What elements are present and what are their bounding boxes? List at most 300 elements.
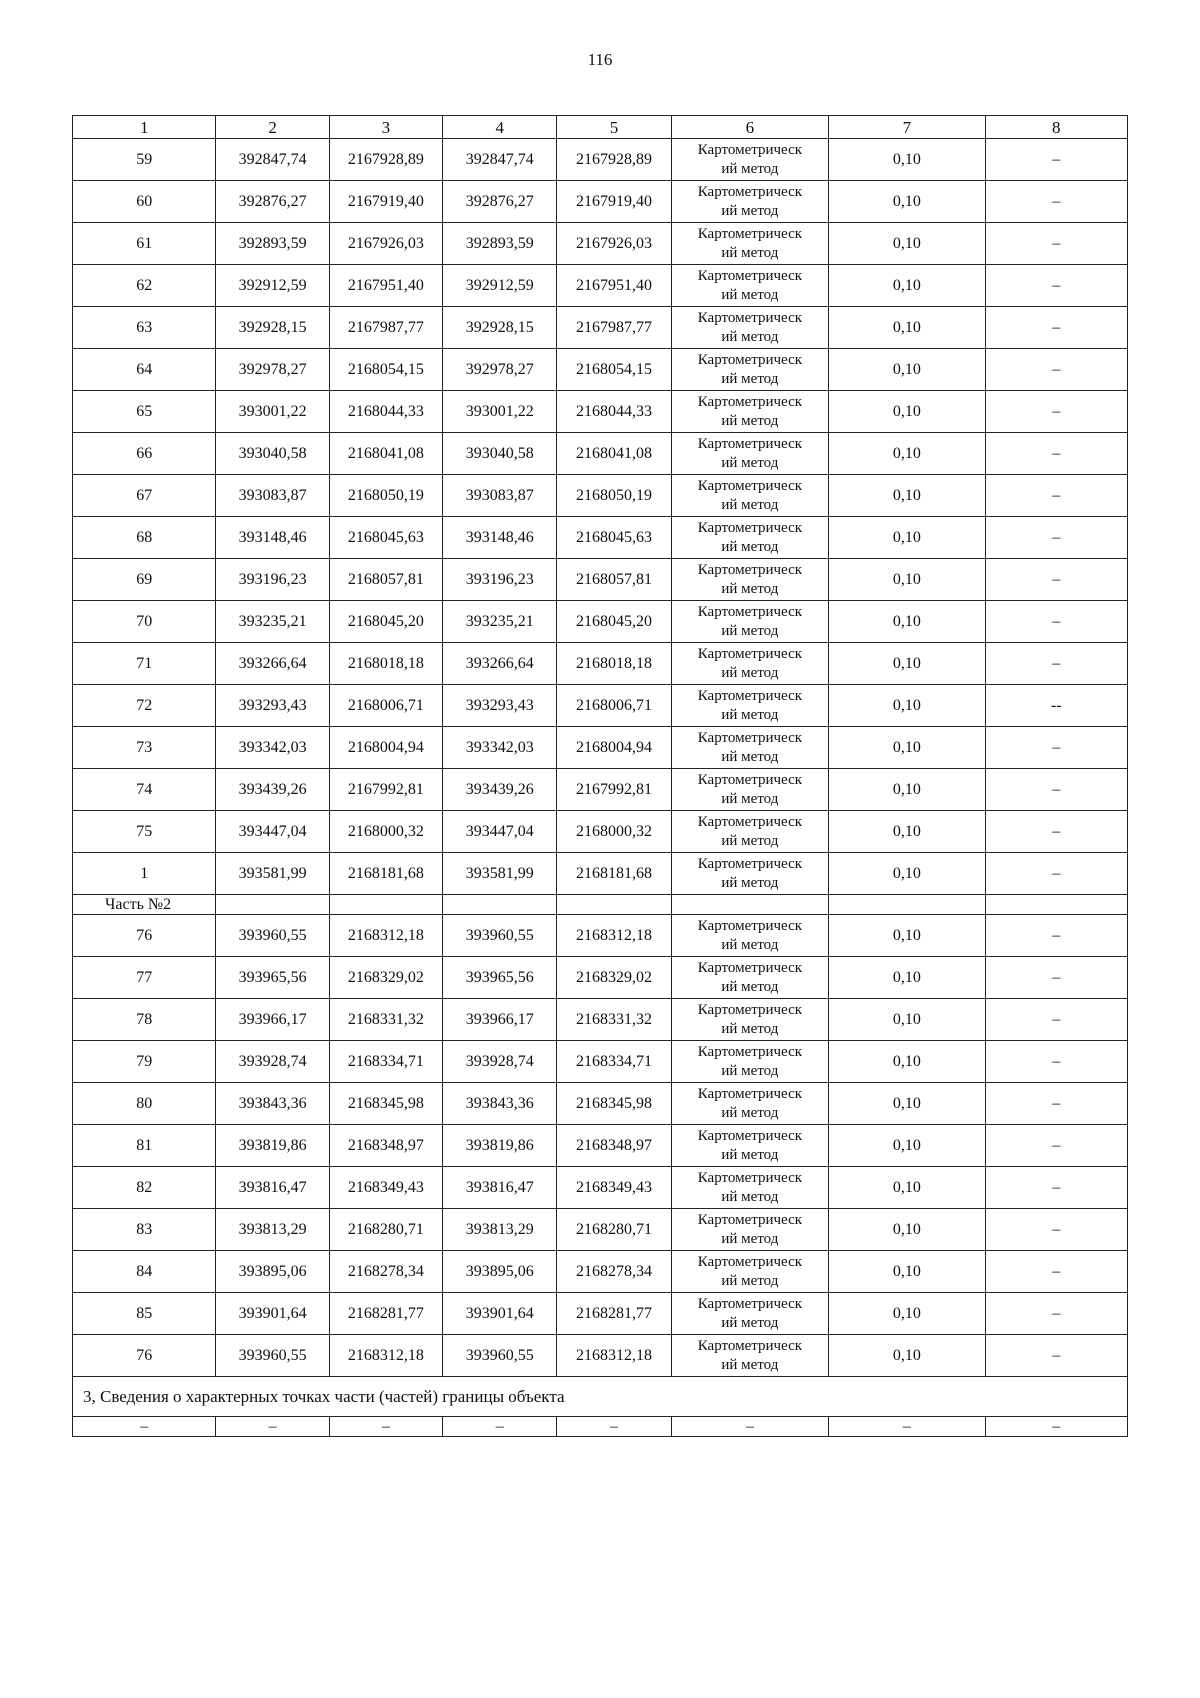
x-coordinate: 393960,55 [216, 915, 329, 957]
x-coordinate: 393439,26 [216, 769, 329, 811]
accuracy-value: 0,10 [829, 181, 985, 223]
method-text: ий метод [721, 160, 779, 177]
method-cell [671, 391, 828, 433]
y-coordinate: 2168349,43 [329, 1167, 442, 1209]
x-coordinate: 393843,36 [443, 1083, 557, 1125]
method-text: Картометрическ [697, 393, 803, 410]
note-value: – [985, 1335, 1127, 1377]
dash-cell: – [216, 1417, 329, 1437]
accuracy-value: 0,10 [829, 685, 985, 727]
method-text: Картометрическ [697, 729, 803, 746]
table-row [73, 811, 1128, 853]
accuracy-value: 0,10 [829, 915, 985, 957]
y-coordinate: 2168280,71 [329, 1209, 442, 1251]
x-coordinate: 393235,21 [443, 601, 557, 643]
note-value: – [985, 1083, 1127, 1125]
y-coordinate: 2167926,03 [329, 223, 442, 265]
x-coordinate: 393965,56 [216, 957, 329, 999]
empty-cell [443, 895, 557, 915]
x-coordinate: 392928,15 [443, 307, 557, 349]
x-coordinate: 393895,06 [216, 1251, 329, 1293]
table-row [73, 391, 1128, 433]
x-coordinate: 393960,55 [443, 1335, 557, 1377]
y-coordinate: 2167987,77 [329, 307, 442, 349]
method-cell [671, 1041, 828, 1083]
dash-cell: – [671, 1417, 828, 1437]
point-number: 69 [73, 559, 216, 601]
accuracy-value: 0,10 [829, 1251, 985, 1293]
note-value: – [985, 1209, 1127, 1251]
x-coordinate: 393148,46 [443, 517, 557, 559]
x-coordinate: 393447,04 [216, 811, 329, 853]
y-coordinate: 2168280,71 [557, 1209, 671, 1251]
y-coordinate: 2168345,98 [329, 1083, 442, 1125]
point-number: 85 [73, 1293, 216, 1335]
y-coordinate: 2168000,32 [329, 811, 442, 853]
x-coordinate: 392978,27 [443, 349, 557, 391]
table-row [73, 1125, 1128, 1167]
y-coordinate: 2168044,33 [557, 391, 671, 433]
accuracy-value: 0,10 [829, 1125, 985, 1167]
note-value: – [985, 1293, 1127, 1335]
table-row [73, 1083, 1128, 1125]
x-coordinate: 393960,55 [216, 1335, 329, 1377]
point-number: 66 [73, 433, 216, 475]
accuracy-value: 0,10 [829, 1335, 985, 1377]
accuracy-value: 0,10 [829, 433, 985, 475]
table-row [73, 643, 1128, 685]
method-cell [671, 1209, 828, 1251]
table-row [73, 685, 1128, 727]
empty-cell [216, 895, 329, 915]
method-cell [671, 915, 828, 957]
method-text: ий метод [721, 1314, 779, 1331]
note-value: – [985, 433, 1127, 475]
table-row [73, 957, 1128, 999]
note-value: – [985, 957, 1127, 999]
y-coordinate: 2168004,94 [329, 727, 442, 769]
x-coordinate: 392876,27 [216, 181, 329, 223]
x-coordinate: 393928,74 [216, 1041, 329, 1083]
accuracy-value: 0,10 [829, 391, 985, 433]
x-coordinate: 393266,64 [443, 643, 557, 685]
x-coordinate: 393342,03 [216, 727, 329, 769]
note-value: – [985, 517, 1127, 559]
method-text: ий метод [721, 622, 779, 639]
accuracy-value: 0,10 [829, 1083, 985, 1125]
point-number: 82 [73, 1167, 216, 1209]
point-number: 77 [73, 957, 216, 999]
y-coordinate: 2168050,19 [557, 475, 671, 517]
method-text: ий метод [721, 328, 779, 345]
y-coordinate: 2168018,18 [329, 643, 442, 685]
note-value: – [985, 1251, 1127, 1293]
method-text: Картометрическ [697, 959, 803, 976]
y-coordinate: 2168329,02 [329, 957, 442, 999]
part-2-row [73, 895, 1128, 915]
method-text: Картометрическ [697, 183, 803, 200]
point-number: 60 [73, 181, 216, 223]
empty-cell [329, 895, 442, 915]
method-text: Картометрическ [697, 603, 803, 620]
accuracy-value: 0,10 [829, 853, 985, 895]
table-row [73, 1209, 1128, 1251]
note-value: – [985, 811, 1127, 853]
method-cell [671, 517, 828, 559]
section-3-row [73, 1377, 1128, 1417]
method-text: Картометрическ [697, 141, 803, 158]
column-number-row [73, 116, 1128, 139]
x-coordinate: 393819,86 [443, 1125, 557, 1167]
accuracy-value: 0,10 [829, 957, 985, 999]
x-coordinate: 392978,27 [216, 349, 329, 391]
point-number: 78 [73, 999, 216, 1041]
method-cell [671, 139, 828, 181]
x-coordinate: 393001,22 [216, 391, 329, 433]
point-number: 1 [73, 853, 216, 895]
y-coordinate: 2168348,97 [329, 1125, 442, 1167]
y-coordinate: 2168006,71 [329, 685, 442, 727]
column-header: 4 [443, 116, 557, 139]
method-text: Картометрическ [697, 1127, 803, 1144]
method-cell [671, 601, 828, 643]
method-cell [671, 1251, 828, 1293]
y-coordinate: 2168181,68 [329, 853, 442, 895]
y-coordinate: 2168045,63 [557, 517, 671, 559]
method-text: ий метод [721, 1272, 779, 1289]
method-text: Картометрическ [697, 1001, 803, 1018]
x-coordinate: 393083,87 [443, 475, 557, 517]
method-text: Картометрическ [697, 1085, 803, 1102]
y-coordinate: 2167919,40 [329, 181, 442, 223]
note-value: – [985, 1167, 1127, 1209]
x-coordinate: 392847,74 [443, 139, 557, 181]
note-value: – [985, 727, 1127, 769]
point-number: 62 [73, 265, 216, 307]
method-text: ий метод [721, 1104, 779, 1121]
y-coordinate: 2167928,89 [557, 139, 671, 181]
accuracy-value: 0,10 [829, 769, 985, 811]
method-cell [671, 265, 828, 307]
accuracy-value: 0,10 [829, 643, 985, 685]
method-cell [671, 433, 828, 475]
method-text: ий метод [721, 790, 779, 807]
accuracy-value: 0,10 [829, 265, 985, 307]
x-coordinate: 393196,23 [216, 559, 329, 601]
x-coordinate: 392876,27 [443, 181, 557, 223]
accuracy-value: 0,10 [829, 349, 985, 391]
point-number: 75 [73, 811, 216, 853]
y-coordinate: 2168312,18 [329, 915, 442, 957]
table-row [73, 139, 1128, 181]
method-cell [671, 1167, 828, 1209]
method-text: Картометрическ [697, 1169, 803, 1186]
x-coordinate: 392847,74 [216, 139, 329, 181]
method-text: ий метод [721, 1146, 779, 1163]
method-text: ий метод [721, 580, 779, 597]
note-value: – [985, 181, 1127, 223]
table-row [73, 1167, 1128, 1209]
x-coordinate: 393293,43 [216, 685, 329, 727]
method-text: Картометрическ [697, 1253, 803, 1270]
method-text: ий метод [721, 706, 779, 723]
accuracy-value: 0,10 [829, 559, 985, 601]
part-label: Часть №2 [73, 895, 216, 915]
y-coordinate: 2168345,98 [557, 1083, 671, 1125]
note-value: – [985, 1041, 1127, 1083]
y-coordinate: 2168004,94 [557, 727, 671, 769]
note-value: – [985, 265, 1127, 307]
note-value: – [985, 643, 1127, 685]
table-row [73, 559, 1128, 601]
x-coordinate: 393966,17 [443, 999, 557, 1041]
point-number: 72 [73, 685, 216, 727]
method-text: ий метод [721, 1356, 779, 1373]
method-text: Картометрическ [697, 435, 803, 452]
note-value: – [985, 853, 1127, 895]
x-coordinate: 393960,55 [443, 915, 557, 957]
method-text: ий метод [721, 496, 779, 513]
method-text: Картометрическ [697, 309, 803, 326]
y-coordinate: 2167987,77 [557, 307, 671, 349]
point-number: 63 [73, 307, 216, 349]
note-value: – [985, 1125, 1127, 1167]
note-value: – [985, 391, 1127, 433]
table-row [73, 307, 1128, 349]
y-coordinate: 2168044,33 [329, 391, 442, 433]
x-coordinate: 393001,22 [443, 391, 557, 433]
point-number: 68 [73, 517, 216, 559]
table-row [73, 915, 1128, 957]
table-row [73, 181, 1128, 223]
point-number: 76 [73, 1335, 216, 1377]
y-coordinate: 2168181,68 [557, 853, 671, 895]
x-coordinate: 393843,36 [216, 1083, 329, 1125]
method-text: Картометрическ [697, 477, 803, 494]
accuracy-value: 0,10 [829, 1209, 985, 1251]
y-coordinate: 2168050,19 [329, 475, 442, 517]
method-cell [671, 1083, 828, 1125]
x-coordinate: 393581,99 [216, 853, 329, 895]
method-text: ий метод [721, 978, 779, 995]
method-cell [671, 811, 828, 853]
point-number: 81 [73, 1125, 216, 1167]
section-title: 3, Сведения о характерных точках части (частей) границы объекта [73, 1377, 1128, 1417]
y-coordinate: 2168054,15 [329, 349, 442, 391]
point-number: 71 [73, 643, 216, 685]
note-value: – [985, 223, 1127, 265]
x-coordinate: 393083,87 [216, 475, 329, 517]
method-text: Картометрическ [697, 519, 803, 536]
column-header: 8 [985, 116, 1127, 139]
method-text: ий метод [721, 832, 779, 849]
x-coordinate: 393816,47 [443, 1167, 557, 1209]
note-value: – [985, 475, 1127, 517]
method-text: ий метод [721, 874, 779, 891]
x-coordinate: 393965,56 [443, 957, 557, 999]
dash-cell: – [443, 1417, 557, 1437]
x-coordinate: 393895,06 [443, 1251, 557, 1293]
method-cell [671, 475, 828, 517]
method-text: Картометрическ [697, 351, 803, 368]
note-value: – [985, 769, 1127, 811]
x-coordinate: 393813,29 [216, 1209, 329, 1251]
x-coordinate: 392928,15 [216, 307, 329, 349]
table-row [73, 1335, 1128, 1377]
table-row [73, 601, 1128, 643]
method-cell [671, 1125, 828, 1167]
empty-cell [829, 895, 985, 915]
boundary-points-table [72, 115, 1128, 1437]
method-cell [671, 349, 828, 391]
note-value: – [985, 601, 1127, 643]
method-text: ий метод [721, 538, 779, 555]
method-cell [671, 853, 828, 895]
page-number: 116 [587, 50, 613, 69]
y-coordinate: 2168057,81 [557, 559, 671, 601]
x-coordinate: 393966,17 [216, 999, 329, 1041]
x-coordinate: 393040,58 [216, 433, 329, 475]
accuracy-value: 0,10 [829, 811, 985, 853]
table-row [73, 769, 1128, 811]
point-number: 70 [73, 601, 216, 643]
point-number: 65 [73, 391, 216, 433]
point-number: 84 [73, 1251, 216, 1293]
y-coordinate: 2168278,34 [557, 1251, 671, 1293]
x-coordinate: 393148,46 [216, 517, 329, 559]
x-coordinate: 393813,29 [443, 1209, 557, 1251]
table-row [73, 433, 1128, 475]
y-coordinate: 2168334,71 [329, 1041, 442, 1083]
x-coordinate: 393819,86 [216, 1125, 329, 1167]
method-text: ий метод [721, 244, 779, 261]
x-coordinate: 392912,59 [216, 265, 329, 307]
method-text: ий метод [721, 1188, 779, 1205]
method-cell [671, 685, 828, 727]
note-value: – [985, 139, 1127, 181]
note-value: – [985, 999, 1127, 1041]
y-coordinate: 2168281,77 [557, 1293, 671, 1335]
note-value: -- [985, 685, 1127, 727]
y-coordinate: 2168312,18 [329, 1335, 442, 1377]
y-coordinate: 2168349,43 [557, 1167, 671, 1209]
x-coordinate: 393901,64 [216, 1293, 329, 1335]
y-coordinate: 2168054,15 [557, 349, 671, 391]
method-text: Картометрическ [697, 771, 803, 788]
note-value: – [985, 307, 1127, 349]
accuracy-value: 0,10 [829, 999, 985, 1041]
method-cell [671, 727, 828, 769]
accuracy-value: 0,10 [829, 601, 985, 643]
y-coordinate: 2168045,20 [557, 601, 671, 643]
method-text: Картометрическ [697, 1337, 803, 1354]
x-coordinate: 393266,64 [216, 643, 329, 685]
method-text: ий метод [721, 664, 779, 681]
point-number: 74 [73, 769, 216, 811]
method-cell [671, 643, 828, 685]
x-coordinate: 393196,23 [443, 559, 557, 601]
x-coordinate: 392912,59 [443, 265, 557, 307]
table-row [73, 265, 1128, 307]
y-coordinate: 2168329,02 [557, 957, 671, 999]
y-coordinate: 2168281,77 [329, 1293, 442, 1335]
table-row [73, 517, 1128, 559]
y-coordinate: 2168000,32 [557, 811, 671, 853]
method-text: ий метод [721, 1062, 779, 1079]
empty-cell [557, 895, 671, 915]
column-header: 1 [73, 116, 216, 139]
table-row [73, 223, 1128, 265]
y-coordinate: 2167926,03 [557, 223, 671, 265]
method-cell [671, 999, 828, 1041]
dash-cell: – [985, 1417, 1127, 1437]
dash-cell: – [73, 1417, 216, 1437]
x-coordinate: 393581,99 [443, 853, 557, 895]
table-row [73, 349, 1128, 391]
x-coordinate: 392893,59 [216, 223, 329, 265]
y-coordinate: 2168331,32 [557, 999, 671, 1041]
y-coordinate: 2167919,40 [557, 181, 671, 223]
x-coordinate: 393235,21 [216, 601, 329, 643]
accuracy-value: 0,10 [829, 1041, 985, 1083]
y-coordinate: 2168045,20 [329, 601, 442, 643]
method-text: Картометрическ [697, 645, 803, 662]
empty-cell [985, 895, 1127, 915]
column-header: 7 [829, 116, 985, 139]
table-row [73, 475, 1128, 517]
y-coordinate: 2168041,08 [329, 433, 442, 475]
point-number: 80 [73, 1083, 216, 1125]
method-text: Картометрическ [697, 687, 803, 704]
method-cell [671, 1335, 828, 1377]
accuracy-value: 0,10 [829, 517, 985, 559]
note-value: – [985, 559, 1127, 601]
x-coordinate: 392893,59 [443, 223, 557, 265]
dash-cell: – [829, 1417, 985, 1437]
point-number: 79 [73, 1041, 216, 1083]
column-header: 3 [329, 116, 442, 139]
accuracy-value: 0,10 [829, 727, 985, 769]
method-text: Картометрическ [697, 1295, 803, 1312]
y-coordinate: 2167992,81 [557, 769, 671, 811]
method-text: ий метод [721, 202, 779, 219]
method-cell [671, 307, 828, 349]
x-coordinate: 393342,03 [443, 727, 557, 769]
note-value: – [985, 915, 1127, 957]
y-coordinate: 2168057,81 [329, 559, 442, 601]
x-coordinate: 393293,43 [443, 685, 557, 727]
point-number: 76 [73, 915, 216, 957]
table-row [73, 999, 1128, 1041]
x-coordinate: 393816,47 [216, 1167, 329, 1209]
y-coordinate: 2168334,71 [557, 1041, 671, 1083]
x-coordinate: 393447,04 [443, 811, 557, 853]
point-number: 61 [73, 223, 216, 265]
method-cell [671, 181, 828, 223]
table-row [73, 1041, 1128, 1083]
accuracy-value: 0,10 [829, 307, 985, 349]
method-cell [671, 957, 828, 999]
method-text: Картометрическ [697, 267, 803, 284]
method-text: Картометрическ [697, 855, 803, 872]
table-row [73, 1293, 1128, 1335]
column-header: 5 [557, 116, 671, 139]
y-coordinate: 2167928,89 [329, 139, 442, 181]
method-text: ий метод [721, 1230, 779, 1247]
method-cell [671, 559, 828, 601]
dash-cell: – [557, 1417, 671, 1437]
x-coordinate: 393901,64 [443, 1293, 557, 1335]
